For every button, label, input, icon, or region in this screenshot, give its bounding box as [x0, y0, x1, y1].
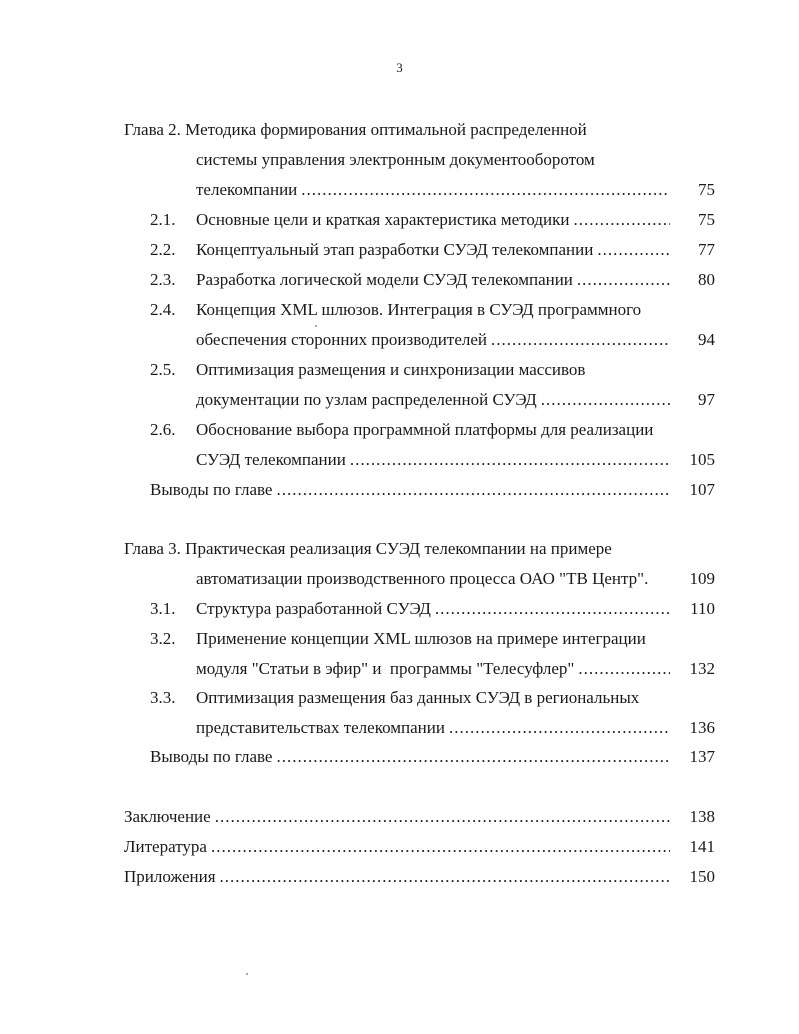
- toc-item-title: Разработка логической модели СУЭД телекомпании .....: [196, 269, 670, 291]
- toc-item-page: 110: [690, 599, 715, 618]
- toc-item-number: 2.2.: [150, 240, 176, 259]
- chapter-2-title-line-3: телекомпании .....: [196, 179, 670, 201]
- toc-appendices-page: 150: [689, 867, 715, 886]
- toc-appendices: Приложения .....: [124, 866, 670, 888]
- toc-item-number: 2.4.: [150, 300, 176, 319]
- toc-item-page: 94: [698, 330, 715, 349]
- toc-literature-page: 141: [689, 837, 715, 856]
- toc-item-title: Основные цели и краткая характеристика методики .....: [196, 209, 670, 231]
- toc-item-number: 2.5.: [150, 360, 176, 379]
- chapter-2-page: 75: [698, 180, 715, 199]
- toc-item-page: 77: [698, 240, 715, 259]
- toc-item-title-line-1: Применение концепции XML шлюзов на примере интеграции: [196, 629, 646, 648]
- toc-literature: Литература .....: [124, 836, 670, 858]
- toc-item-page: 80: [698, 270, 715, 289]
- toc-item-title: Структура разработанной СУЭД .....: [196, 598, 670, 620]
- toc-item-title-line-2: представительствах телекомпании .....: [196, 717, 670, 739]
- chapter-2-conclusion-page: 107: [689, 480, 715, 499]
- toc-item-title: Концептуальный этап разработки СУЭД телекомпании .....: [196, 239, 670, 261]
- toc-item-title-line-2: документации по узлам распределенной СУЭД .....: [196, 389, 670, 411]
- toc-item-number: 3.2.: [150, 629, 176, 648]
- toc-item-page: 105: [689, 450, 715, 469]
- toc-item-page: 132: [689, 659, 715, 678]
- toc-item-title-line-1: Концепция XML шлюзов. Интеграция в СУЭД программного: [196, 300, 642, 319]
- toc-item-page: 75: [698, 210, 715, 229]
- toc-item-page: 97: [698, 390, 715, 409]
- toc-item-number: 3.3.: [150, 688, 176, 707]
- toc-item-page: 136: [689, 718, 715, 737]
- toc-conclusion-page: 138: [689, 807, 715, 826]
- scan-speck: [315, 325, 317, 327]
- toc-item-number: 3.1.: [150, 599, 176, 618]
- toc-item-title-line-2: СУЭД телекомпании .....: [196, 449, 670, 471]
- chapter-2-title-line-2: системы управления электронным документооборотом: [196, 150, 595, 169]
- toc-item-number: 2.6.: [150, 420, 176, 439]
- toc-item-title-line-2: модуля "Статьи в эфир" и программы "Телесуфлер" .....: [196, 658, 670, 680]
- chapter-3-title-line-2: автоматизации производственного процесса ОАО "ТВ Центр".: [196, 569, 649, 588]
- chapter-2-conclusion: Выводы по главе .....: [150, 479, 670, 501]
- toc-item-title-line-1: Обоснование выбора программной платформы для реализации: [196, 420, 654, 439]
- toc-item-number: 2.1.: [150, 210, 176, 229]
- toc-item-title-line-2: обеспечения сторонних производителей .....: [196, 329, 670, 351]
- chapter-3-title-line-1: Глава 3. Практическая реализация СУЭД телекомпании на примере: [124, 539, 612, 558]
- scan-speck: [246, 973, 248, 975]
- toc-conclusion: Заключение .....: [124, 806, 670, 828]
- toc-item-title-line-1: Оптимизация размещения баз данных СУЭД в региональных: [196, 688, 640, 707]
- chapter-3-conclusion-page: 137: [689, 747, 715, 766]
- chapter-3-page: 109: [689, 569, 715, 588]
- toc-item-number: 2.3.: [150, 270, 176, 289]
- page-number: 3: [396, 60, 403, 75]
- chapter-2-title-line-1: Глава 2. Методика формирования оптимальной распределенной: [124, 120, 587, 139]
- chapter-3-conclusion: Выводы по главе .....: [150, 746, 670, 768]
- toc-item-title-line-1: Оптимизация размещения и синхронизации массивов: [196, 360, 586, 379]
